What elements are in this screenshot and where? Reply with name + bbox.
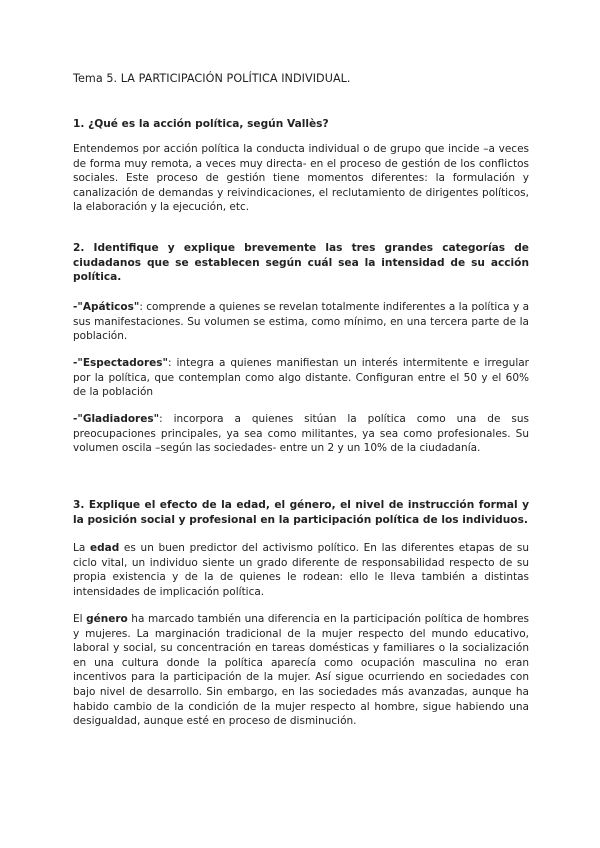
paragraph-lead: La bbox=[73, 542, 90, 554]
paragraph-edad bbox=[73, 541, 529, 599]
answer-1: Entendemos por acción política la conducta individual o de grupo que incide –a veces de forma muy remota, a veces muy directa- en el proceso de gestión de los conflictos sociales. Este proceso de gestión tiene momentos diferentes: la formulación y canalización de demandas y reivindicaciones, el reclutamiento de dirigentes políticos, la elaboración y la ejecución, etc. bbox=[73, 143, 529, 214]
category-text: : incorpora a quienes sitúan la política como una de sus preocupaciones principales, ya sea como militantes, ya sea como profesionales. Su volumen oscila –según las sociedades- entre un 2 y un 10% de la ciudadanía. bbox=[73, 413, 529, 455]
page-title: Tema 5. LA PARTICIPACIÓN POLÍTICA INDIVIDUAL. bbox=[73, 72, 351, 85]
question-1: 1. ¿Qué es la acción política, según Vallès? bbox=[73, 118, 329, 130]
category-label: -"Apáticos" bbox=[73, 301, 140, 313]
question-3: 3. Explique el efecto de la edad, el género, el nivel de instrucción formal y la posición social y profesional en la participación política de los individuos. bbox=[73, 499, 529, 526]
paragraph-genero bbox=[73, 612, 529, 729]
category-label: -"Gladiadores" bbox=[73, 413, 160, 425]
category-gladiadores bbox=[73, 412, 529, 456]
paragraph-lead: El bbox=[73, 613, 87, 625]
keyword-genero: género bbox=[86, 613, 128, 625]
category-text: : integra a quienes manifiestan un interés intermitente e irregular por la política, que contemplan como algo distante. Configuran entre el 50 y el 60% de la población bbox=[73, 357, 529, 399]
category-text: : comprende a quienes se revelan totalmente indiferentes a la política y a sus manifestaciones. Su volumen se estima, como mínimo, en una tercera parte de la población. bbox=[73, 301, 529, 343]
paragraph-text: ha marcado también una diferencia en la participación política de hombres y mujeres. La marginación tradicional de la mujer respecto del mundo educativo, laboral y social, su concentración en tareas domésticas y familiares o la socialización en una cultura donde la política aparecía como ocupación masculina no eran incentivos para la participación de la mujer. Así sigue ocurriendo en sociedades con bajo nivel de desarrollo. Sin embargo, en las sociedades más avanzadas, aunque ha habido cambio de la condición de la mujer respecto al hombre, sigue habiendo una desigualdad, aunque esté en proceso de disminución. bbox=[73, 613, 530, 728]
keyword-edad: edad bbox=[89, 542, 120, 554]
category-label: -"Espectadores" bbox=[73, 357, 168, 369]
question-2: 2. Identifique y explique brevemente las tres grandes categorías de ciudadanos que se establecen según cuál sea la intensidad de su acción política. bbox=[73, 242, 529, 284]
category-espectadores bbox=[73, 356, 529, 400]
category-apaticos bbox=[73, 300, 529, 344]
paragraph-text: es un buen predictor del activismo político. En las diferentes etapas de su ciclo vital, un individuo siente un grado diferente de responsabilidad respecto de su propia existencia y de la de quienes le rodean: ello le lleva también a distintas intensidades de implicación política. bbox=[73, 542, 530, 598]
